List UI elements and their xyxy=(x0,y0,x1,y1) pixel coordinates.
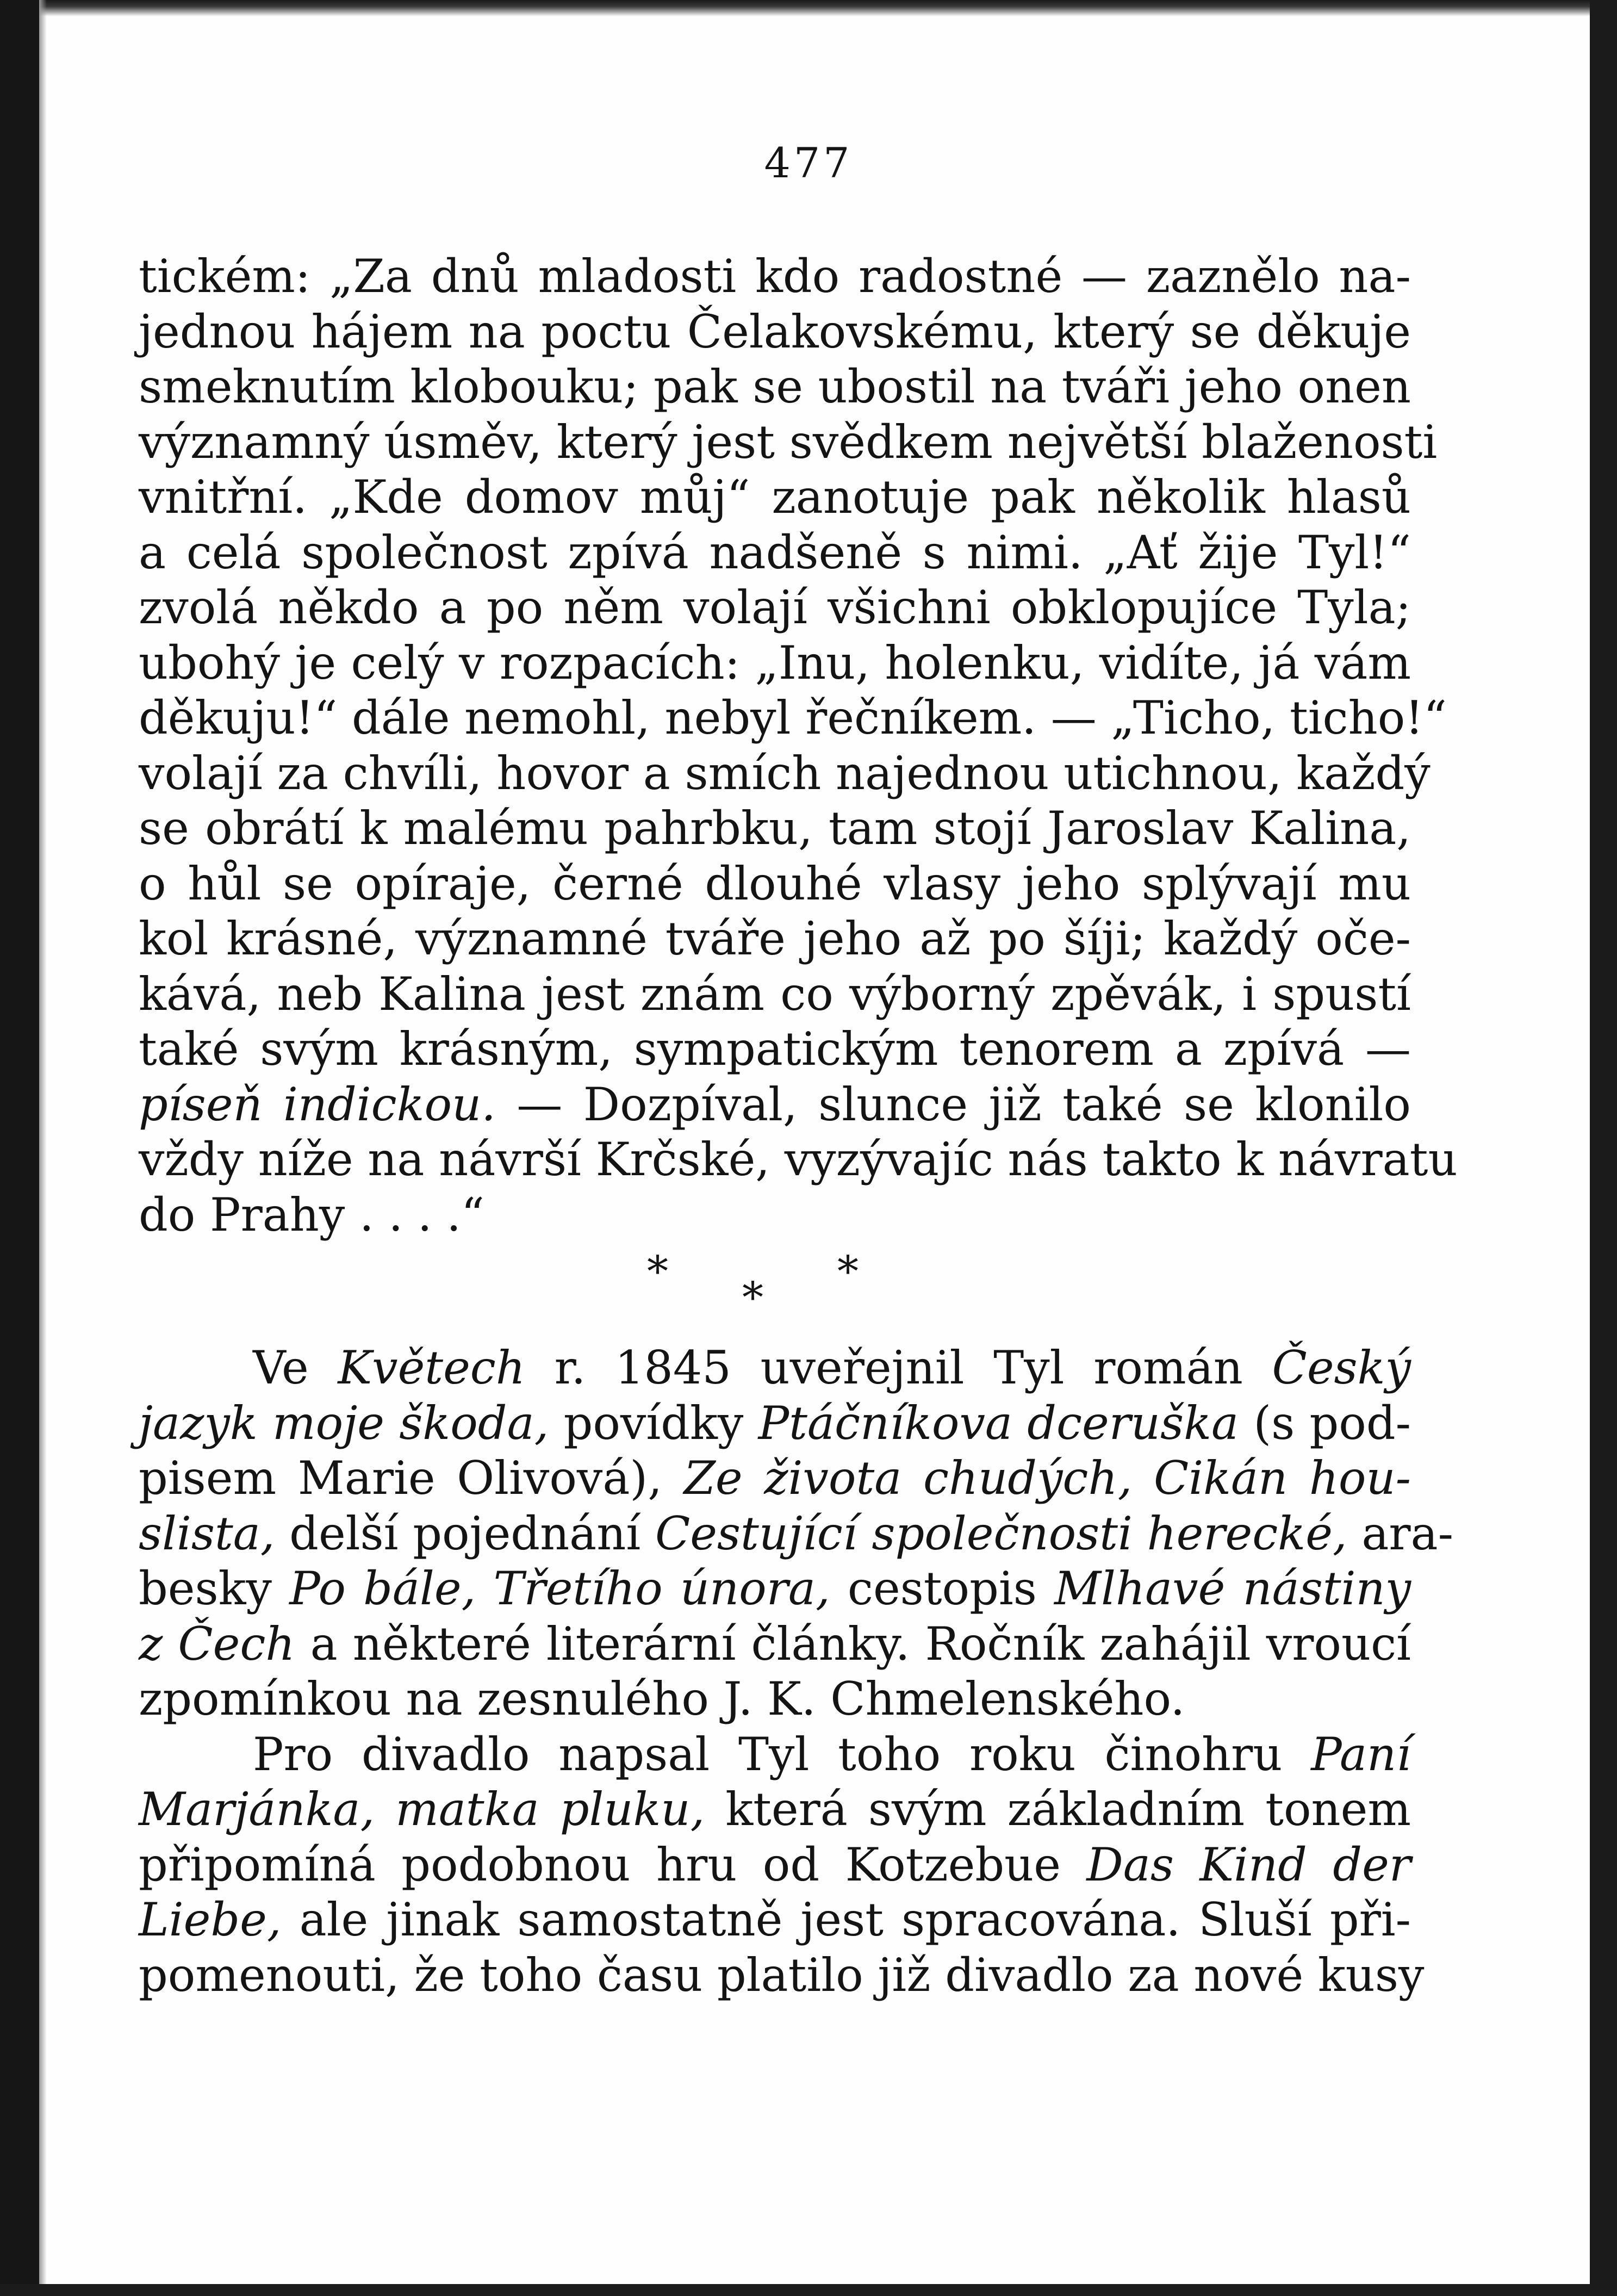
text-line: slista, delší pojednání Cestující společnosti herecké, ara- xyxy=(139,1506,1454,1560)
asterisk: * xyxy=(837,1248,859,1296)
text-line: o hůl se opíraje, černé dlouhé vlasy jeho splývají mu xyxy=(139,857,1411,910)
text-line: vnitřní. „Kde domov můj“ zanotuje pak několik hlasů xyxy=(139,470,1411,524)
italic-title: píseň indickou. xyxy=(139,1077,496,1131)
text-line: ubohý je celý v rozpacích: „Inu, holenku, vidíte, já vám xyxy=(139,636,1411,690)
text-line: smeknutím klobouku; pak se ubostil na tváři jeho onen xyxy=(139,360,1411,413)
text-line: Liebe, ale jinak samostatně jest spracována. Sluší při- xyxy=(139,1893,1411,1946)
text-line: do Prahy . . . .“ xyxy=(139,1188,484,1242)
text-line: z Čech a některé literární články. Ročník zahájil vroucí xyxy=(139,1617,1411,1671)
text-line: kává, neb Kalina jest znám co výborný zpěvák, i spustí xyxy=(139,967,1411,1021)
page-number: 477 xyxy=(764,139,853,187)
scan-border-right xyxy=(1590,0,1617,2296)
text-line: také svým krásným, sympatickým tenorem a zpívá — xyxy=(139,1022,1411,1076)
scan-border-left-edge xyxy=(39,0,47,2296)
scan-border-left xyxy=(0,0,39,2296)
section-separator xyxy=(139,1243,1411,1341)
text-line: Marjánka, matka pluku, která svým základním tonem xyxy=(139,1783,1411,1836)
text-line: jednou hájem na poctu Čelakovskému, který se děkuje xyxy=(139,305,1411,358)
text-line: a celá společnost zpívá nadšeně s nimi. „Ať žije Tyl!“ xyxy=(139,525,1411,579)
text-line: zpomínkou na zesnulého J. K. Chmelenského. xyxy=(139,1672,1185,1726)
scan-border-bottom xyxy=(0,2284,1617,2296)
asterisk: * xyxy=(647,1248,668,1296)
text-line: Ve Květech r. 1845 uveřejnil Tyl román Český xyxy=(253,1341,1411,1394)
text-line: kol krásné, významné tváře jeho až po šíji; každý oče- xyxy=(139,912,1411,965)
text-line: připomíná podobnou hru od Kotzebue Das Kind der xyxy=(139,1838,1411,1891)
text-line: pisem Marie Olivová), Ze života chudých, Cikán hou- xyxy=(139,1451,1411,1505)
text-line: besky Po bále, Třetího února, cestopis Mlhavé nástiny xyxy=(139,1562,1411,1615)
scan-border-top xyxy=(0,0,1617,16)
text-line: jazyk moje škoda, povídky Ptáčníkova dceruška (s pod- xyxy=(139,1396,1411,1450)
text-line: se obrátí k malému pahrbku, tam stojí Jaroslav Kalina, xyxy=(139,802,1411,855)
text-line: volají za chvíli, hovor a smích najednou utichnou, každý xyxy=(139,746,1431,800)
text-line: děkuju!“ dále nemohl, nebyl řečníkem. — „Ticho, ticho!“ xyxy=(139,691,1447,744)
text-line: pomenouti, že toho času platilo již divadlo za nové kusy xyxy=(139,1948,1425,2002)
text-line: významný úsměv, který jest svědkem největší blaženosti xyxy=(139,415,1438,469)
text-line: Pro divadlo napsal Tyl toho roku činohru Paní xyxy=(253,1727,1411,1781)
text-line: vždy níže na návrší Krčské, vyzývajíc nás takto k návratu xyxy=(139,1133,1458,1186)
text-line: zvolá někdo a po něm volají všichni obklopujíce Tyla; xyxy=(139,581,1411,634)
text-line: tickém: „Za dnů mladosti kdo radostné — zaznělo na- xyxy=(139,250,1411,303)
body-text xyxy=(139,249,1458,2003)
text-line: píseň indickou. — Dozpíval, slunce již také se klonilo xyxy=(139,1077,1411,1131)
asterisk: * xyxy=(742,1274,763,1323)
